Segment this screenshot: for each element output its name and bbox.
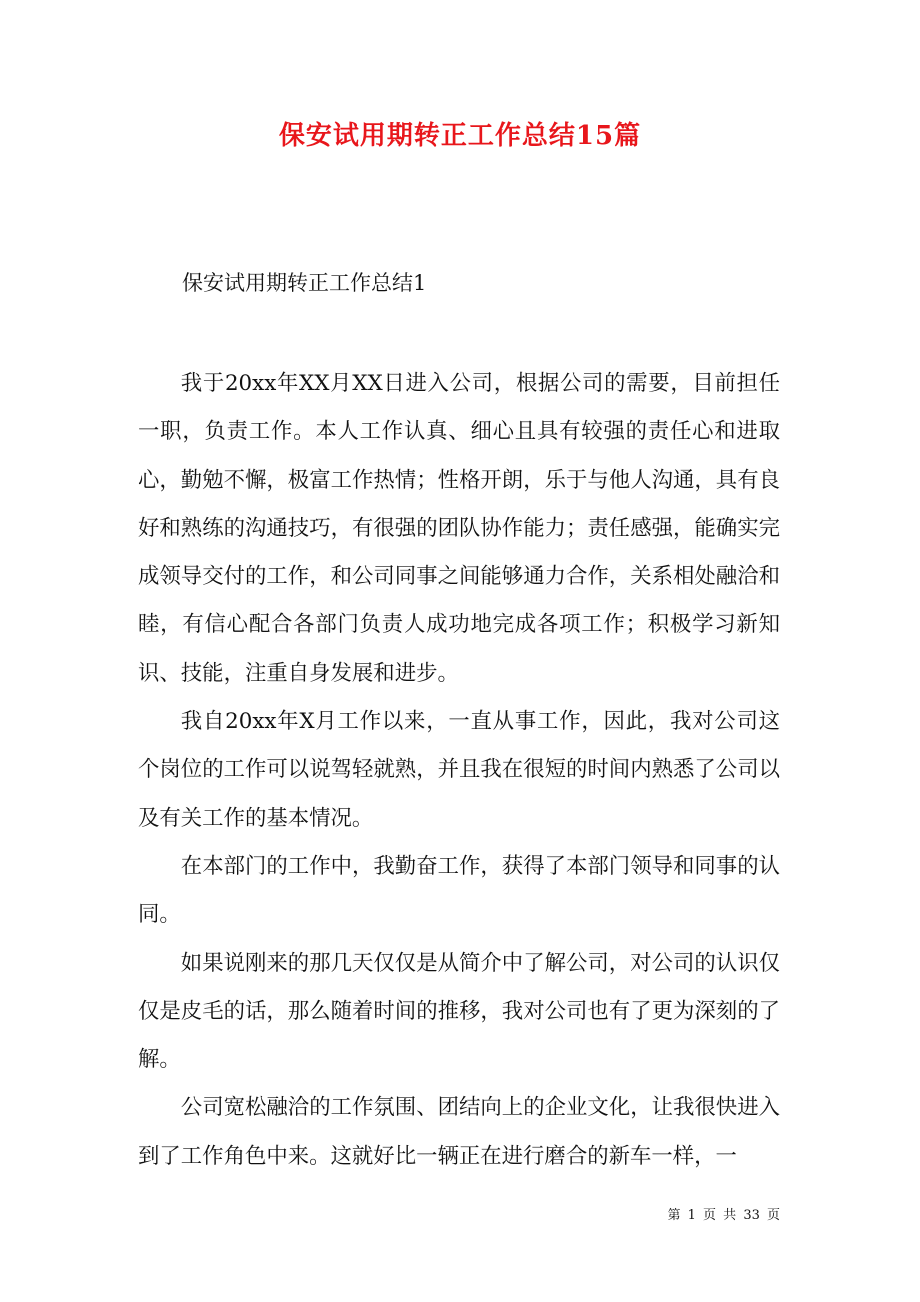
paragraph: 公司宽松融洽的工作氛围、团结向上的企业文化，让我很快进入到了工作角色中来。这就好比一辆正在进行磨合的新车一样，一 [138, 1095, 780, 1169]
document-title: 保安试用期转正工作总结15篇 [278, 121, 642, 151]
body-text [138, 360, 780, 1181]
paragraph: 在本部门的工作中，我勤奋工作，获得了本部门领导和同事的认同。 [138, 853, 780, 928]
paragraph: 我于20xx年XX月XX日进入公司，根据公司的需要，目前担任一职，负责工作。本人工作认真、细心且具有较强的责任心和进取心，勤勉不懈，极富工作热情；性格开朗，乐于与他人沟通，具有良好和熟练的沟通技巧，有很强的团队协作能力；责任感强，能确实完成领导交付的工作，和公司同事之间能够通力合作，关系相处融洽和睦，有信心配合各部门负责人成功地完成各项工作；积极学习新知识、技能，注重自身发展和进步。 [138, 371, 780, 686]
section-heading: 保安试用期转正工作总结1 [182, 271, 427, 295]
paragraph: 如果说刚来的那几天仅仅是从简介中了解公司，对公司的认识仅仅是皮毛的话，那么随着时间的推移，我对公司也有了更为深刻的了解。 [138, 950, 780, 1073]
paragraph: 我自20xx年X月工作以来，一直从事工作，因此，我对公司这个岗位的工作可以说驾轻就熟，并且我在很短的时间内熟悉了公司以及有关工作的基本情况。 [138, 709, 780, 831]
page-footer: 第 1 页 共 33 页 [667, 1208, 780, 1223]
